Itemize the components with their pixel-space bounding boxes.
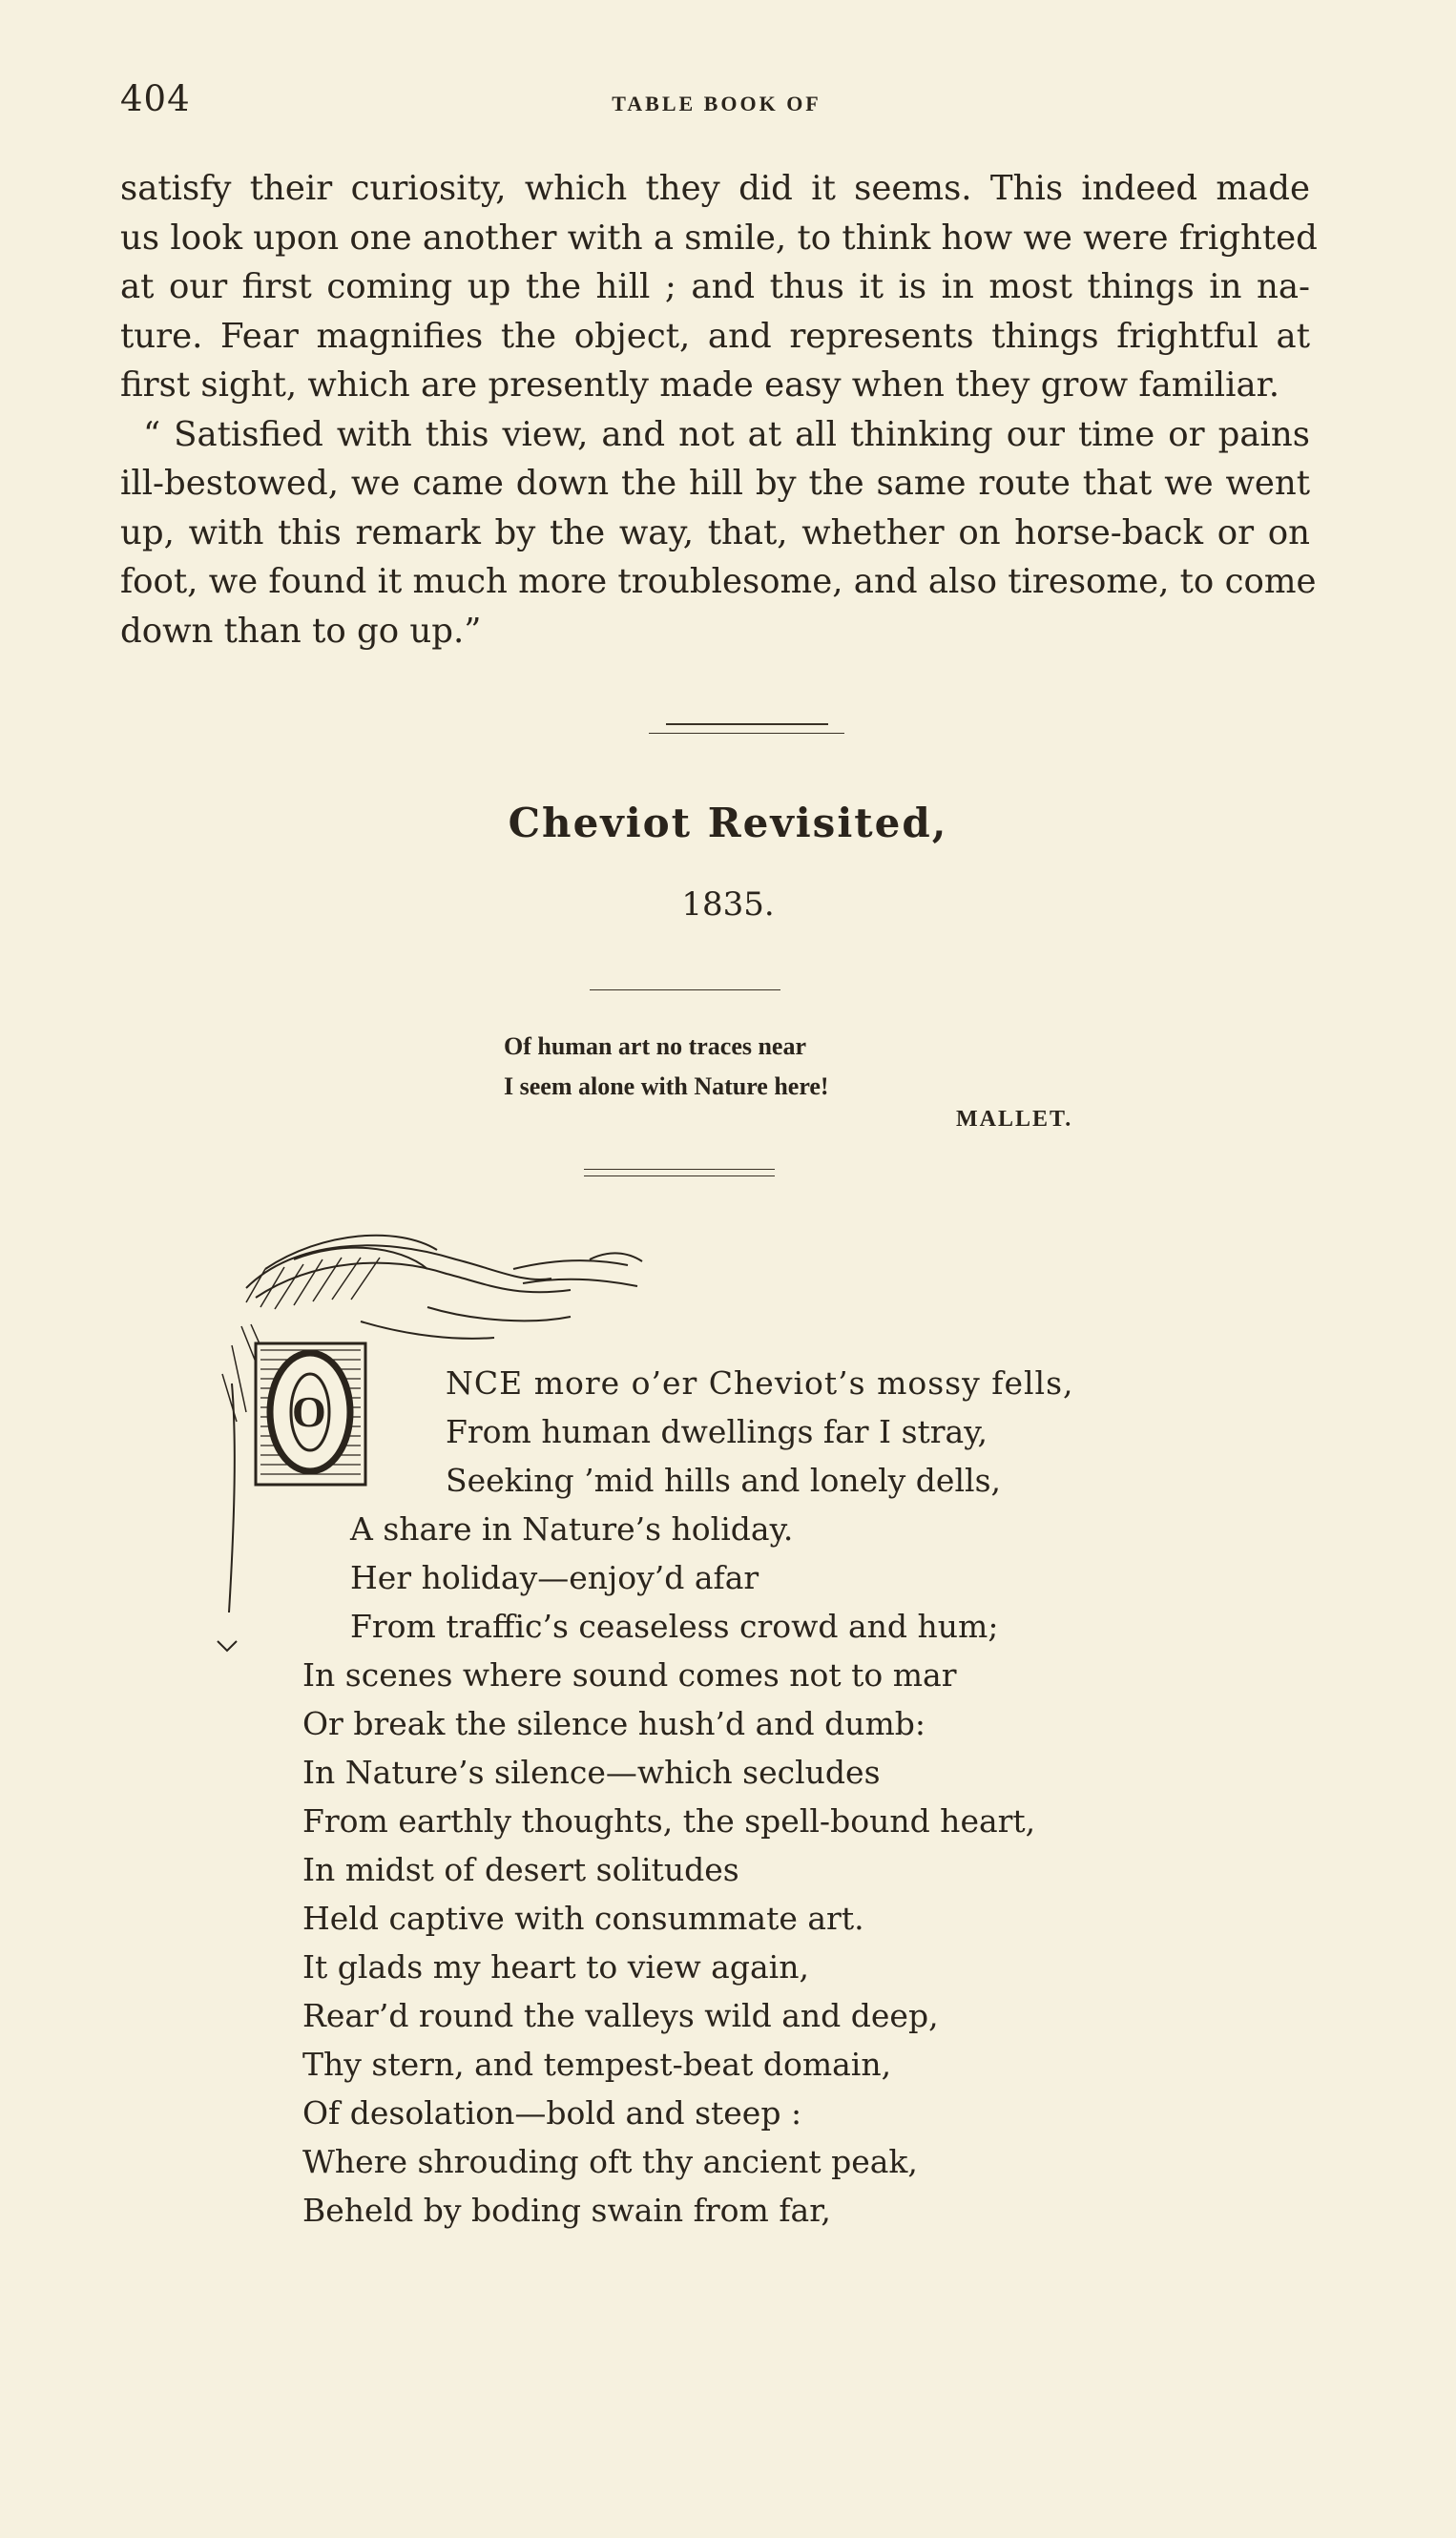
epigraph-rule-top: [590, 989, 780, 990]
poem-line: A share in Nature’s holiday.: [350, 1510, 794, 1548]
poem-line: Held captive with consummate art.: [302, 1900, 864, 1937]
drop-cap-letter: O: [292, 1387, 326, 1436]
text-line: us look upon one another with a smile, to think how we were frighted: [120, 218, 1318, 258]
epigraph-rule-bottom: [584, 1169, 775, 1170]
poem-line: In Nature’s silence—which secludes: [302, 1754, 881, 1791]
poem-line: From traffic’s ceaseless crowd and hum;: [350, 1608, 999, 1645]
poem-line: In scenes where sound comes not to mar: [302, 1656, 957, 1694]
epigraph: [504, 1027, 829, 1107]
poem-line: From earthly thoughts, the spell-bound heart,: [302, 1802, 1036, 1840]
epigraph-line: I seem alone with Nature here!: [504, 1072, 829, 1100]
section-divider: [649, 733, 844, 734]
text-line: satisfy their curiosity, which they did it seems. This indeed made: [120, 169, 1310, 208]
poem-line: From human dwellings far I stray,: [446, 1413, 988, 1450]
text-line: at our first coming up the hill ; and thus it is in most things in na-: [120, 267, 1310, 306]
poem-line: Beheld by boding swain from far,: [302, 2192, 831, 2229]
text-line: foot, we found it much more troublesome, and also tiresome, to come: [120, 562, 1317, 601]
page-number: 404: [120, 78, 191, 119]
epigraph-line: Of human art no traces near: [504, 1032, 807, 1060]
text-line: up, with this remark by the way, that, whether on horse-back or on: [120, 512, 1310, 552]
poem-line: Where shrouding oft thy ancient peak,: [302, 2143, 918, 2180]
poem-line: Her holiday—enjoy’d afar: [350, 1559, 759, 1596]
text-line: first sight, which are presently made easy when they grow familiar.: [120, 365, 1279, 405]
text-line: ill-bestowed, we came down the hill by the same route that we went: [120, 464, 1310, 503]
section-divider: [666, 723, 828, 725]
poem-line: Or break the silence hush’d and dumb:: [302, 1705, 926, 1742]
paragraph: [120, 410, 1317, 656]
poem-line: Of desolation—bold and steep :: [302, 2094, 802, 2132]
text-line: ture. Fear magnifies the object, and represents things frightful at: [120, 316, 1310, 356]
poem-line: NCE more o’er Cheviot’s mossy fells,: [446, 1364, 1074, 1402]
text-line: down than to go up.”: [120, 611, 482, 651]
poem-line: Thy stern, and tempest-beat domain,: [302, 2046, 892, 2083]
poem-year: 1835.: [681, 885, 775, 924]
poem-title: Cheviot Revisited,: [508, 800, 948, 846]
epigraph-author: MALLET.: [956, 1107, 1073, 1132]
epigraph-rule-bottom: [584, 1175, 775, 1176]
prose-body: [120, 164, 1318, 655]
poem-line: In midst of desert solitudes: [302, 1851, 739, 1888]
poem-line: Rear’d round the valleys wild and deep,: [302, 1997, 939, 2034]
paragraph: [120, 164, 1318, 410]
running-head: [120, 78, 1313, 126]
poem-line: It glads my heart to view again,: [302, 1948, 809, 1986]
poem-line: Seeking ’mid hills and lonely dells,: [446, 1462, 1001, 1499]
running-title: TABLE BOOK OF: [612, 92, 822, 115]
text-line: “ Satisfied with this view, and not at all thinking our time or pains: [143, 414, 1310, 454]
